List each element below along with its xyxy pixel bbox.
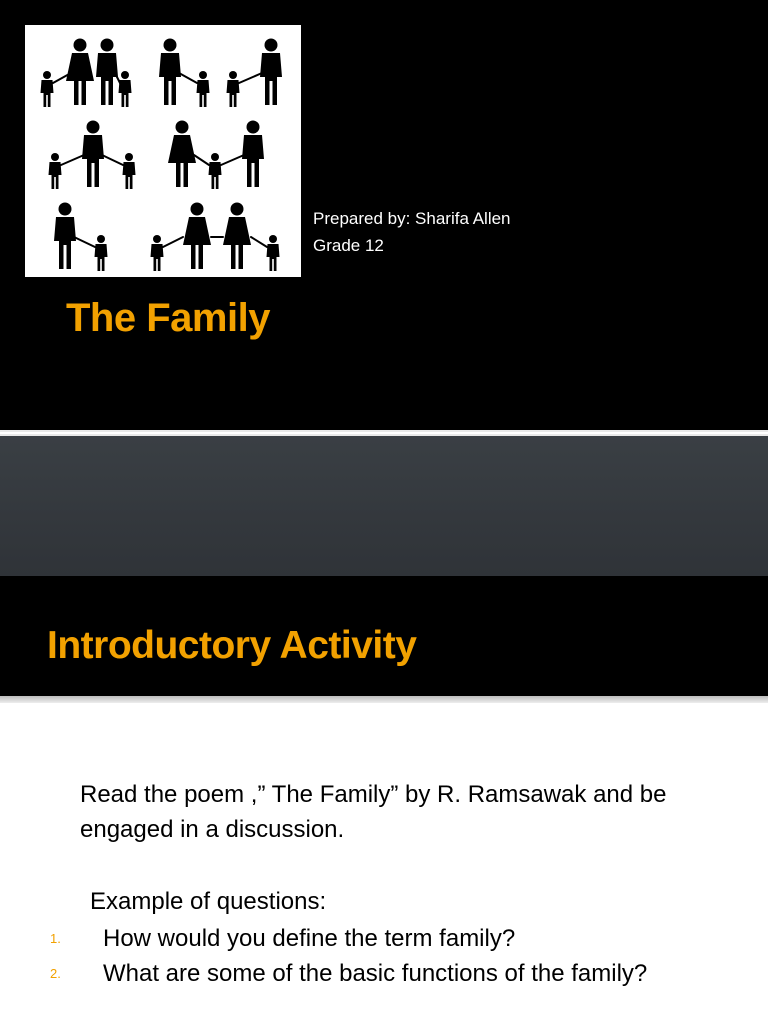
slide-header-band <box>0 436 768 576</box>
list-item-number: 2. <box>50 966 61 981</box>
grade-label: Grade 12 <box>313 236 384 255</box>
list-item: How would you define the term family? <box>103 925 516 952</box>
prepared-by-label: Prepared by: Sharifa Allen <box>313 209 511 228</box>
slide-title: The Family <box>66 296 270 340</box>
author-info <box>313 205 511 259</box>
title-slide <box>0 0 768 430</box>
family-silhouettes-icon <box>25 25 301 277</box>
list-item-number: 1. <box>50 931 61 946</box>
introductory-activity-slide <box>0 436 768 1024</box>
slide-title: Introductory Activity <box>47 624 417 667</box>
intro-paragraph: Read the poem ,” The Family” by R. Ramsawak and be engaged in a discussion. <box>80 781 667 843</box>
list-item: What are some of the basic functions of the family? <box>103 960 648 987</box>
examples-heading: Example of questions: <box>90 888 327 915</box>
title-divider <box>0 696 768 703</box>
